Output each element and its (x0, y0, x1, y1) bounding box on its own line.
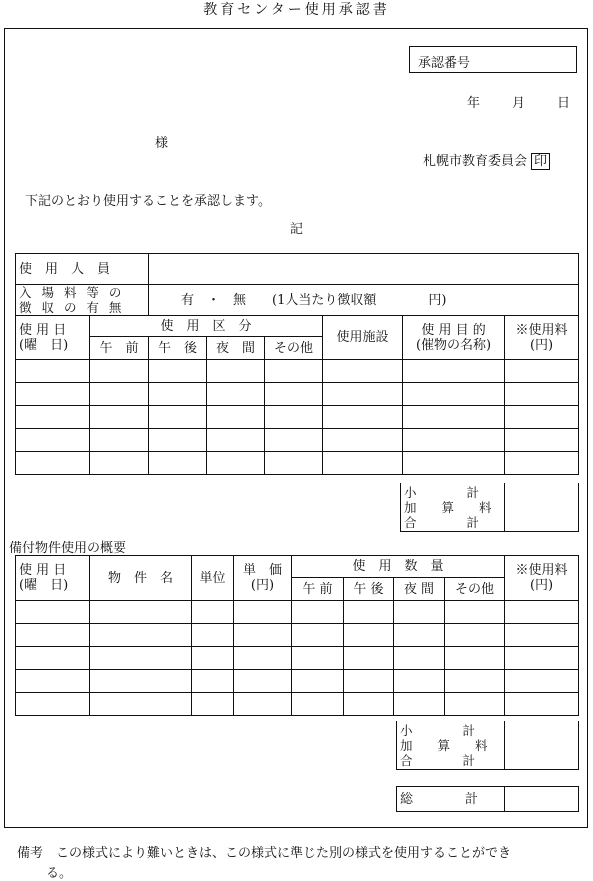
input-cell[interactable] (192, 647, 234, 670)
input-cell[interactable] (265, 383, 323, 406)
fee-collection-label-1: 入 場 料 等 の (19, 285, 125, 300)
input-cell[interactable] (90, 647, 192, 670)
input-cell[interactable] (16, 624, 90, 647)
input-cell[interactable] (234, 670, 292, 693)
equipment-subtotal-table (396, 721, 579, 770)
use-date-header (16, 316, 90, 360)
issuer-name: 札幌市教育委員会 (423, 154, 528, 169)
input-cell[interactable] (16, 647, 90, 670)
price-header-1: 単 価 (242, 563, 282, 578)
grand-total-table (396, 786, 579, 812)
input-cell[interactable] (234, 647, 292, 670)
intro-text: 下記のとおり使用することを承認します。 (25, 194, 271, 209)
input-cell[interactable] (192, 601, 234, 624)
input-cell[interactable] (192, 670, 234, 693)
input-cell[interactable] (505, 670, 579, 693)
input-cell[interactable] (207, 406, 265, 429)
table-row (16, 429, 579, 452)
fee-collection-value[interactable]: 有 ・ 無 (1人当たり徴収額 円) (149, 285, 579, 316)
input-cell[interactable] (394, 647, 445, 670)
input-cell[interactable] (90, 670, 192, 693)
eq-night-header: 夜 間 (394, 578, 445, 601)
eq-use-date-header (16, 556, 90, 601)
input-cell[interactable] (234, 693, 292, 716)
eq-subtotal-labels (397, 721, 505, 770)
note-line-1: 備考 この様式により難いときは、この様式に準じた別の様式を使用することができ (17, 846, 512, 861)
night-header: 夜 間 (207, 337, 265, 360)
pm-header: 午 後 (149, 337, 207, 360)
item-header: 物 件 名 (90, 556, 192, 601)
eq-total-label: 合 計 (400, 752, 476, 768)
eq-fee-header (505, 556, 579, 601)
input-cell[interactable] (16, 383, 90, 406)
use-date-header-2: (曜 日) (19, 337, 69, 353)
input-cell[interactable] (265, 406, 323, 429)
equipment-heading: 備付物件使用の概要 (9, 541, 127, 556)
input-cell[interactable] (149, 429, 207, 452)
input-cell[interactable] (90, 383, 149, 406)
input-cell[interactable] (403, 406, 505, 429)
page-title: 教育センター使用承認書 (203, 2, 390, 18)
use-date-header-1: 使 用 日 (19, 322, 67, 338)
input-cell[interactable] (265, 429, 323, 452)
equipment-table (15, 555, 579, 716)
persons-label-text: 使 用 人 員 (19, 261, 111, 277)
input-cell[interactable] (323, 429, 403, 452)
input-cell[interactable] (149, 406, 207, 429)
input-cell[interactable] (394, 601, 445, 624)
note-line-2: る。 (46, 866, 73, 881)
input-cell[interactable] (16, 601, 90, 624)
input-cell[interactable] (403, 429, 505, 452)
table-row (16, 406, 579, 429)
facility-subtotal-table (400, 483, 579, 532)
addressee-suffix: 様 (155, 136, 169, 151)
input-cell[interactable] (265, 452, 323, 475)
input-cell[interactable] (505, 383, 579, 406)
eq-subtotal-value[interactable] (505, 721, 579, 770)
input-cell[interactable] (16, 670, 90, 693)
persons-value[interactable] (149, 254, 579, 285)
input-cell[interactable] (207, 429, 265, 452)
input-cell[interactable] (394, 624, 445, 647)
purpose-header-2: (催物の名称) (415, 337, 492, 353)
table-row (16, 383, 579, 406)
grand-total-label: 総 計 (397, 787, 505, 812)
input-cell[interactable] (505, 452, 579, 475)
input-cell[interactable] (344, 647, 394, 670)
eq-fee-header-2: (円) (529, 578, 554, 593)
input-cell[interactable] (292, 624, 344, 647)
unit-header: 単位 (192, 556, 234, 601)
input-cell[interactable] (192, 624, 234, 647)
input-cell[interactable] (403, 383, 505, 406)
input-cell[interactable] (16, 360, 90, 383)
facility-header: 使用施設 (323, 316, 403, 360)
price-header (234, 556, 292, 601)
approval-number-label: 承認番号 (418, 56, 471, 71)
table-row (16, 670, 579, 693)
am-header: 午 前 (90, 337, 149, 360)
input-cell[interactable] (207, 383, 265, 406)
total-label: 合 計 (404, 514, 480, 530)
table-row (16, 624, 579, 647)
eq-am-header: 午 前 (292, 578, 344, 601)
input-cell[interactable] (207, 452, 265, 475)
purpose-header (403, 316, 505, 360)
input-cell[interactable] (16, 406, 90, 429)
issuer (423, 150, 550, 170)
subtotal-labels (401, 483, 505, 532)
input-cell[interactable] (505, 647, 579, 670)
qty-header: 使 用 数 量 (292, 556, 505, 578)
input-cell[interactable] (323, 406, 403, 429)
subtotal-label: 小 計 (404, 484, 480, 500)
table-row (16, 452, 579, 475)
input-cell[interactable] (234, 624, 292, 647)
eq-surcharge-label: 加 算 料 (400, 737, 488, 753)
fee-header (505, 316, 579, 360)
other-header: その他 (265, 337, 323, 360)
input-cell[interactable] (149, 360, 207, 383)
input-cell[interactable] (505, 693, 579, 716)
input-cell[interactable] (90, 452, 149, 475)
date-day: 日 (557, 96, 571, 111)
approval-number-box[interactable] (409, 46, 577, 73)
input-cell[interactable] (90, 360, 149, 383)
date-month: 月 (512, 96, 526, 111)
input-cell[interactable] (445, 670, 505, 693)
input-cell[interactable] (90, 693, 192, 716)
fee-header-1: ※使用料 (515, 322, 568, 338)
seal-mark: 印 (531, 153, 550, 170)
grand-total-value[interactable] (505, 787, 579, 812)
input-cell[interactable] (394, 670, 445, 693)
input-cell[interactable] (207, 360, 265, 383)
input-cell[interactable] (445, 647, 505, 670)
subtotal-value[interactable] (505, 483, 579, 532)
eq-other-header: その他 (445, 578, 505, 601)
input-cell[interactable] (344, 624, 394, 647)
input-cell[interactable] (90, 406, 149, 429)
input-cell[interactable] (403, 452, 505, 475)
input-cell[interactable] (323, 360, 403, 383)
input-cell[interactable] (505, 601, 579, 624)
input-cell[interactable] (505, 429, 579, 452)
input-cell[interactable] (292, 601, 344, 624)
input-cell[interactable] (16, 452, 90, 475)
input-cell[interactable] (403, 360, 505, 383)
input-cell[interactable] (394, 693, 445, 716)
input-cell[interactable] (445, 693, 505, 716)
fee-collection-label (16, 285, 149, 316)
input-cell[interactable] (234, 601, 292, 624)
input-cell[interactable] (505, 624, 579, 647)
eq-use-date-header-1: 使 用 日 (19, 563, 67, 578)
use-division-header: 使 用 区 分 (90, 316, 323, 337)
input-cell[interactable] (445, 601, 505, 624)
fee-header-2: (円) (529, 337, 554, 353)
input-cell[interactable] (292, 693, 344, 716)
table-row (16, 647, 579, 670)
purpose-header-1: 使 用 目 的 (421, 322, 486, 338)
ki-label: 記 (290, 222, 304, 237)
input-cell[interactable] (90, 601, 192, 624)
input-cell[interactable] (344, 693, 394, 716)
table-row (16, 601, 579, 624)
facility-use-table (15, 253, 579, 475)
input-cell[interactable] (323, 452, 403, 475)
input-cell[interactable] (344, 670, 394, 693)
input-cell[interactable] (505, 406, 579, 429)
input-cell[interactable] (149, 452, 207, 475)
input-cell[interactable] (344, 601, 394, 624)
input-cell[interactable] (265, 360, 323, 383)
table-row (16, 693, 579, 716)
fee-collection-label-2: 徴 収 の 有 無 (19, 300, 125, 315)
price-header-2: (円) (250, 578, 275, 593)
date-year: 年 (467, 96, 481, 111)
eq-subtotal-label: 小 計 (400, 722, 476, 738)
persons-label (16, 254, 149, 285)
input-cell[interactable] (292, 670, 344, 693)
input-cell[interactable] (505, 360, 579, 383)
input-cell[interactable] (323, 383, 403, 406)
eq-use-date-header-2: (曜 日) (19, 578, 69, 593)
eq-pm-header: 午 後 (344, 578, 394, 601)
input-cell[interactable] (16, 693, 90, 716)
input-cell[interactable] (90, 429, 149, 452)
eq-fee-header-1: ※使用料 (515, 563, 568, 578)
input-cell[interactable] (292, 647, 344, 670)
input-cell[interactable] (149, 383, 207, 406)
input-cell[interactable] (16, 429, 90, 452)
table-row (16, 360, 579, 383)
surcharge-label: 加 算 料 (404, 499, 492, 515)
input-cell[interactable] (445, 624, 505, 647)
input-cell[interactable] (90, 624, 192, 647)
input-cell[interactable] (192, 693, 234, 716)
